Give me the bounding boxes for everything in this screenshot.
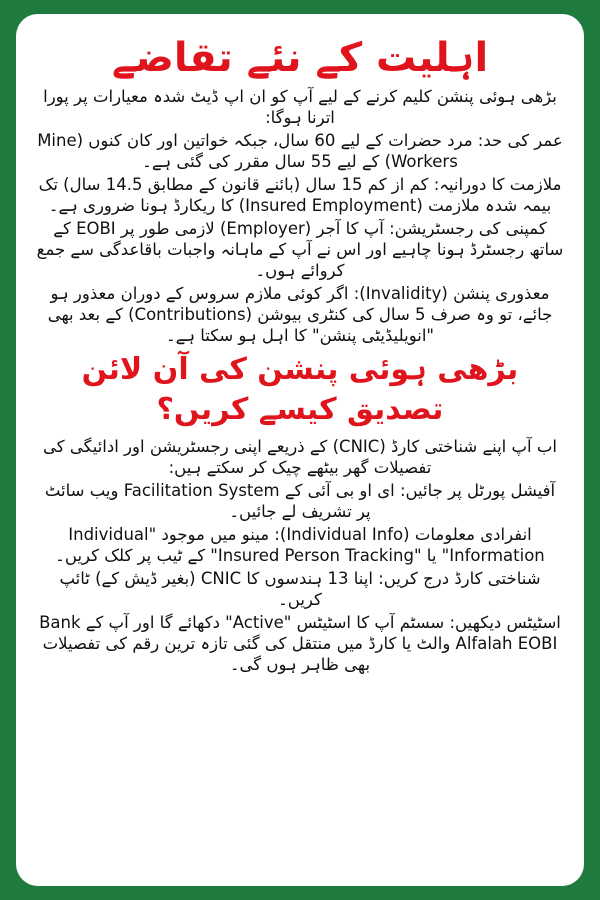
- article-content: [36, 30, 564, 876]
- verification-step-individual-info: انفرادی معلومات (Individual Info): مینو میں موجود "Individual Information" یا "Insured Person Tracking" کے ٹیب پر کلک کریں۔: [55, 525, 545, 565]
- verification-step-portal: آفیشل پورٹل پر جائیں: ای او بی آئی کے Facilitation System ویب سائٹ پر تشریف لے جائیں۔: [44, 481, 556, 521]
- verification-step-view-status: اسٹیٹس دیکھیں: سسٹم آپ کا اسٹیٹس "Active" دکھائے گا اور آپ کے Bank Alfalah EOBI والٹ یا کارڈ میں منتقل کی گئی تازہ ترین رقم کی تفصیلات بھی ظاہر ہوں گی۔: [39, 613, 561, 674]
- eligibility-intro: بڑھی ہوئی پنشن کلیم کرنے کے لیے آپ کو ان اپ ڈیٹ شدہ معیارات پر پورا اترنا ہوگا:: [43, 87, 557, 127]
- eligibility-invalidity-pension: معذوری پنشن (Invalidity): اگر کوئی ملازم سروس کے دوران معذور ہو جائے، تو وہ صرف 5 سال کی کنٹری بیوشن (Contributions) کے بعد بھی "انویلیڈیٹی پنشن" کا اہل ہو سکتا ہے۔: [47, 284, 553, 345]
- online-verification-heading: بڑھی ہوئی پنشن کی آن لائن تصدیق کیسے کریں؟: [81, 352, 519, 427]
- eligibility-company-registration: کمپنی کی رجسٹریشن: آپ کا آجر (Employer) لازمی طور پر EOBI کے ساتھ رجسٹرڈ ہونا چاہیے اور اس نے آپ کے ماہانہ واجبات باقاعدگی سے جمع کروائے ہوں۔: [36, 219, 564, 280]
- verification-intro: اب آپ اپنے شناختی کارڈ (CNIC) کے ذریعے اپنی رجسٹریشن اور ادائیگی کی تفصیلات گھر بیٹھے چیک کر سکتے ہیں:: [43, 437, 557, 477]
- eligibility-employment-duration: ملازمت کا دورانیہ: کم از کم 15 سال (بائنے قانون کے مطابق 14.5 سال) تک بیمہ شدہ ملازمت (Insured Employment) کا ریکارڈ ہونا ضروری ہے۔: [38, 175, 562, 215]
- eligibility-heading: اہلیت کے نئے تقاضے: [111, 35, 489, 81]
- article-card: [16, 14, 584, 886]
- verification-step-enter-cnic: شناختی کارڈ درج کریں: اپنا 13 ہندسوں کا CNIC (بغیر ڈیش کے) ٹائپ کریں۔: [59, 569, 541, 609]
- eligibility-age-limit: عمر کی حد: مرد حضرات کے لیے 60 سال، جبکہ خواتین اور کان کنوں (Mine Workers) کے لیے 55 سال مقرر کی گئی ہے۔: [37, 131, 563, 171]
